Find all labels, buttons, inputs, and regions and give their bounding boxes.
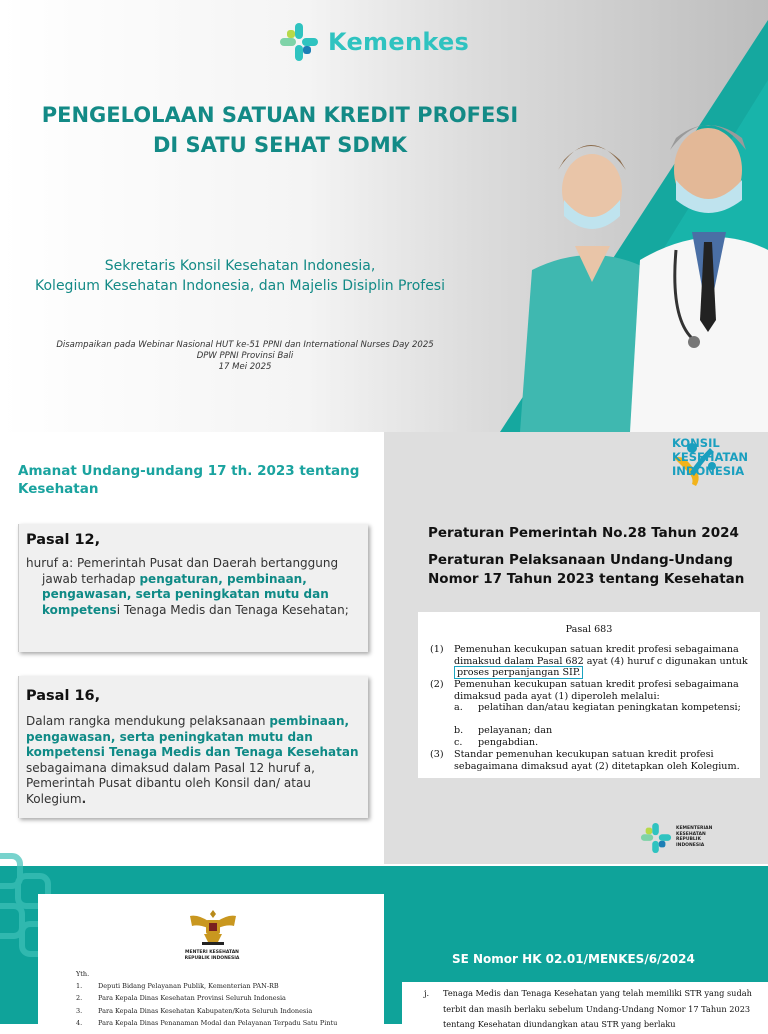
letter-document bbox=[38, 894, 384, 1034]
salutation: Yth. bbox=[76, 970, 90, 978]
pasal-683-item-1 bbox=[430, 644, 756, 679]
pasal-12-title: Pasal 12, bbox=[26, 532, 101, 548]
list-item bbox=[76, 1005, 337, 1017]
sub-number: b. bbox=[454, 725, 464, 736]
regulation-line-1: Peraturan Pemerintah No.28 Tahun 2024 bbox=[428, 525, 739, 541]
regulation-title bbox=[428, 524, 758, 589]
kemenkes-mark-icon bbox=[278, 21, 320, 63]
caption-line-2: REPUBLIK INDONESIA bbox=[184, 955, 240, 961]
subtitle-line-2: Kolegium Kesehatan Indonesia, dan Majelis Disiplin Profesi bbox=[35, 278, 445, 294]
pasal-12-highlight: pengaturan, pembinaan, pengawasan, serta peningkatan mutu dan kompetens bbox=[42, 571, 329, 617]
pasal-16-card bbox=[18, 676, 368, 818]
pasal-16-text bbox=[26, 714, 366, 807]
item-number: 3. bbox=[76, 1006, 83, 1015]
item-text: Deputi Bidang Pelayanan Publik, Kementerian PAN-RB bbox=[98, 982, 279, 991]
pasal-12-body bbox=[26, 572, 361, 619]
pasal-12-line: huruf a: Pemerintah Pusat dan Daerah bertanggung bbox=[26, 556, 339, 570]
slide-legal-basis bbox=[0, 432, 768, 864]
line: INDONESIA bbox=[676, 842, 705, 848]
event-note-line-3: 17 Mei 2025 bbox=[218, 362, 272, 372]
pasal-683-item-3 bbox=[430, 749, 756, 772]
event-note bbox=[0, 340, 490, 373]
pasal-683-sub-a bbox=[454, 702, 756, 714]
pasal-12-text-end: i Tenaga Medis dan Tenaga Kesehatan; bbox=[116, 602, 349, 617]
slide-circular-letter bbox=[0, 866, 768, 1030]
circular-letter-title: SE Nomor HK 02.01/MENKES/6/2024 bbox=[452, 952, 695, 966]
emblem-caption bbox=[162, 950, 262, 961]
sub-number: a. bbox=[454, 702, 463, 713]
pasal-12-card bbox=[18, 524, 368, 652]
slide-title bbox=[0, 0, 768, 432]
pasal-12-text bbox=[26, 556, 361, 618]
pasal-683-item-2 bbox=[430, 679, 756, 702]
item-text: Standar pemenuhan kecukupan satuan kredit profesi sebagaimana dimaksud ayat (2) ditetapkan oleh Kolegium. bbox=[454, 749, 740, 772]
sub-text: pengabdian. bbox=[478, 737, 539, 748]
kemenkes-small-logo bbox=[640, 822, 720, 856]
pasal-12-text-part: jawab terhadap bbox=[42, 571, 140, 586]
subtitle-line-1: Sekretaris Konsil Kesehatan Indonesia, bbox=[104, 258, 376, 274]
konsil-logo-text bbox=[672, 436, 748, 478]
list-item bbox=[76, 992, 337, 1004]
item-1-text: Pemenuhan kecukupan satuan kredit profesi sebagaimana dimaksud dalam Pasal 682 ayat (4) huruf c digunakan untuk bbox=[454, 644, 748, 667]
pasal-16-text-part: Dalam rangka mendukung pelaksanaan bbox=[26, 714, 270, 728]
event-note-line-1: Disampaikan pada Webinar Nasional HUT ke-51 PPNI dan International Nurses Day 2025 bbox=[56, 340, 434, 350]
line: REPUBLIK bbox=[676, 837, 701, 842]
highlighted-phrase: proses perpanjangan SIP. bbox=[454, 666, 583, 679]
item-number: (1) bbox=[430, 644, 444, 655]
konsil-line-3: INDONESIA bbox=[672, 464, 745, 478]
item-text bbox=[454, 644, 756, 679]
pasal-683-sub-c bbox=[454, 737, 756, 749]
list-item bbox=[76, 1017, 337, 1029]
subtitle bbox=[0, 256, 480, 296]
sub-number: c. bbox=[454, 737, 463, 748]
item-text: Para Kepala Dinas Kesehatan Kabupaten/Kota Seluruh Indonesia bbox=[98, 1006, 313, 1015]
title-line-2: DI SATU SEHAT SDMK bbox=[152, 133, 408, 157]
item-number: (3) bbox=[430, 749, 444, 760]
page-title bbox=[20, 100, 540, 160]
item-number: (2) bbox=[430, 679, 444, 690]
event-note-line-2: DPW PPNI Provinsi Bali bbox=[196, 351, 294, 361]
recipient-list bbox=[76, 968, 337, 1029]
line: KEMENTERIAN bbox=[676, 826, 713, 831]
item-text: Para Kepala Dinas Kesehatan Provinsi Seluruh Indonesia bbox=[98, 994, 286, 1003]
sub-text: pelatihan dan/atau kegiatan peningkatan kompetensi; bbox=[478, 702, 741, 713]
medical-staff-photo bbox=[480, 20, 768, 432]
item-number: j. bbox=[424, 988, 430, 998]
title-line-1: PENGELOLAAN SATUAN KREDIT PROFESI bbox=[41, 103, 519, 127]
konsil-line-1: KONSIL bbox=[672, 436, 720, 450]
item-text: Tenaga Medis dan Tenaga Kesehatan yang telah memiliki STR yang sudah terbit dan masih berlaku sebelum Undang-Undang Nomor 17 Tahun 2023 tentang Kesehatan diundangkan atau STR yang berlaku bbox=[443, 988, 752, 1030]
item-text: Pemenuhan kecukupan satuan kredit profesi sebagaimana dimaksud pada ayat (1) diperoleh melalui: bbox=[454, 679, 739, 702]
pasal-16-title: Pasal 16, bbox=[26, 688, 101, 704]
kemenkes-small-text bbox=[676, 826, 712, 848]
kemenkes-logo bbox=[278, 20, 469, 64]
kemenkes-wordmark: Kemenkes bbox=[328, 28, 470, 56]
item-text: Para Kepala Dinas Penanaman Modal dan Pelayanan Terpadu Satu Pintu bbox=[98, 1018, 338, 1027]
regulation-line-3: Nomor 17 Tahun 2023 tentang Kesehatan bbox=[428, 571, 745, 587]
caption-line-1: MENTERI KESEHATAN bbox=[185, 950, 239, 955]
pasal-683-excerpt bbox=[418, 612, 760, 778]
pasal-683-title: Pasal 683 bbox=[565, 624, 613, 635]
line: KESEHATAN bbox=[676, 831, 706, 837]
garuda-emblem-icon bbox=[188, 906, 238, 946]
pasal-16-highlight: pembinaan, pengawasan, serta peningkatan mutu dan kompetensi Tenaga Medis dan Tenaga Kesehatan bbox=[26, 714, 359, 759]
pasal-16-text-rest: sebagaimana dimaksud dalam Pasal 12 huruf a, Pemerintah Pusat dibantu oleh Konsil dan/ atau Kolegium bbox=[26, 760, 315, 806]
pasal-16-period: . bbox=[81, 791, 87, 806]
section-heading: Amanat Undang-undang 17 th. 2023 tentang Kesehatan bbox=[18, 463, 360, 497]
circular-letter-excerpt bbox=[402, 982, 768, 1032]
pasal-683-sub-b bbox=[454, 725, 756, 737]
kemenkes-mark-icon bbox=[640, 822, 672, 854]
regulation-line-2: Peraturan Pelaksanaan Undang-Undang bbox=[428, 552, 733, 568]
item-number: 1. bbox=[76, 982, 83, 991]
sub-text: pelayanan; dan bbox=[478, 725, 553, 736]
list-item bbox=[76, 980, 337, 992]
item-number: 2. bbox=[76, 994, 83, 1003]
item-number: 4. bbox=[76, 1018, 83, 1027]
konsil-line-2: KESEHATAN bbox=[672, 450, 749, 464]
